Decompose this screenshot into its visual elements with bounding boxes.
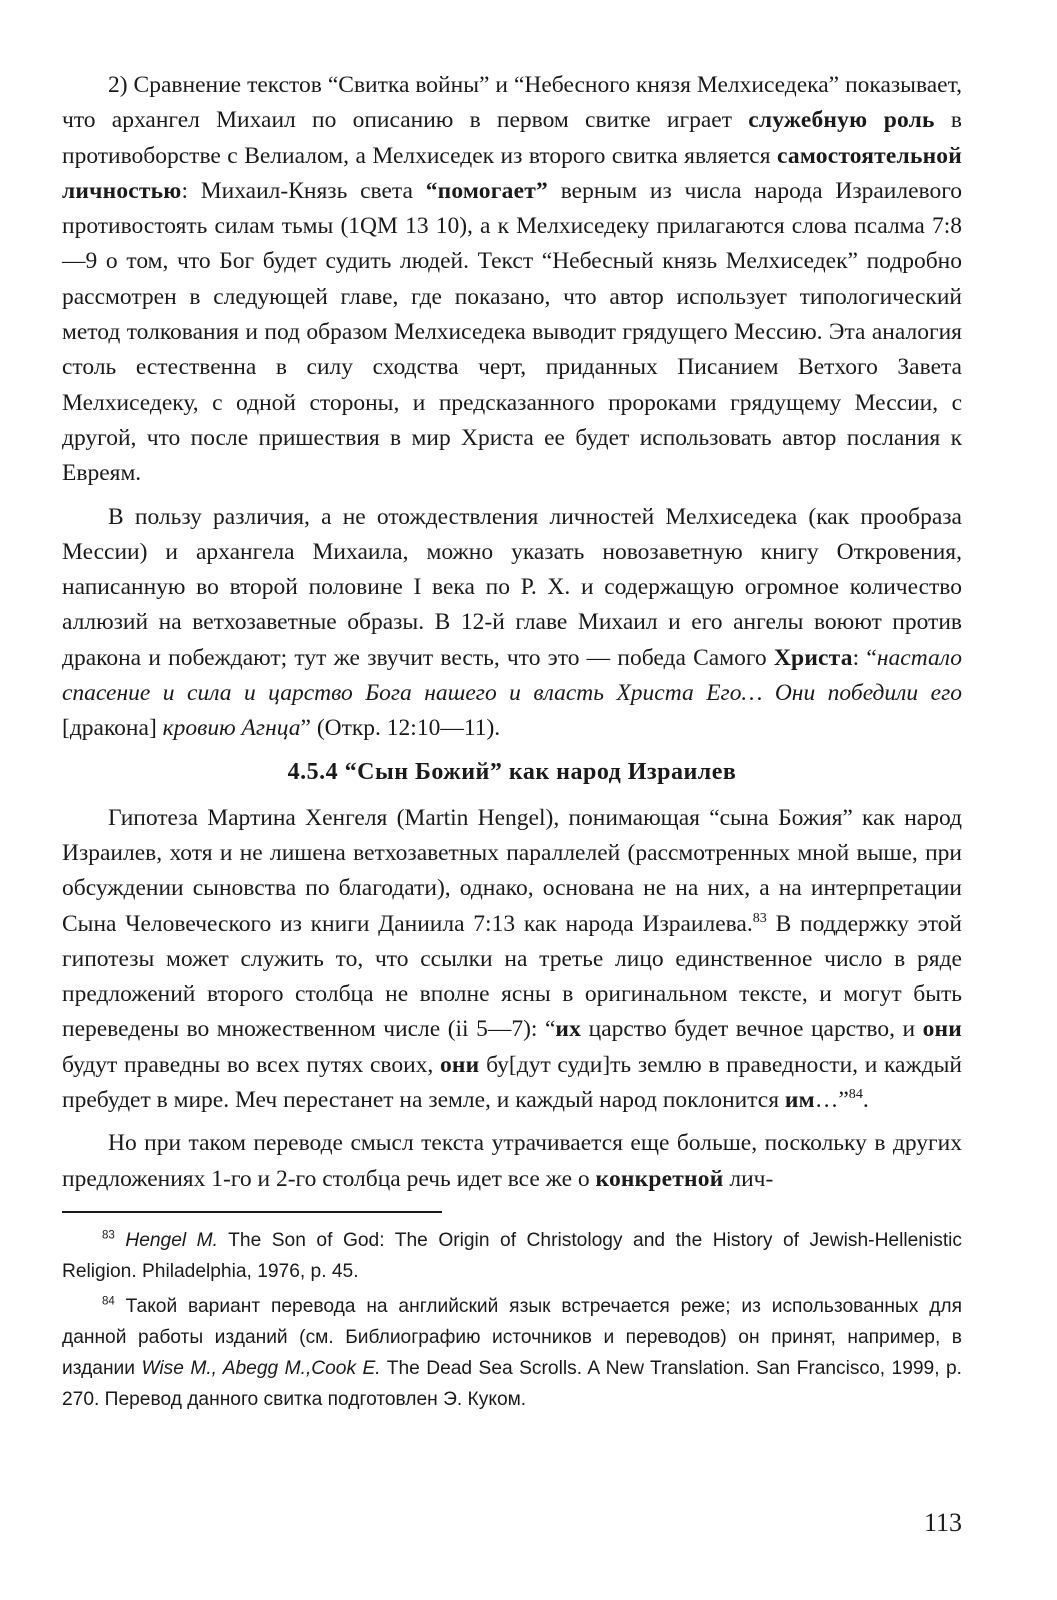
text-run: самостоятельной личностью bbox=[62, 142, 962, 204]
paragraph bbox=[62, 1126, 962, 1197]
text-run: Такой вариант перевода на английский язык встречается реже; из использованных для данной работы изданий (см. Библиографию источников и переводов) он принят, например, в издании bbox=[62, 1295, 962, 1379]
text-run: царство будет вечное царство, и bbox=[581, 1016, 923, 1043]
text-run: Гипотеза Мартина Хенгеля (Martin Hengel), понимающая “сына Божия” как народ Израилев, хотя и не лишена ветхозаветных параллелей (рассмотренных мной выше, при обсуждении сыновства по благодати), однако, основана не на них, а на интерпретации Сына Человеческого из книги Даниила 7:13 как народа Израилева. bbox=[62, 804, 962, 937]
footnote-ref: 84 bbox=[102, 1295, 115, 1308]
text-run: : Михаил-Князь света bbox=[181, 177, 426, 204]
text-run: The Dead Sea Scrolls. A New Translation. San Francisco, 1999, p. 270. Перевод данного свитка подготовлен Э. Куком. bbox=[62, 1357, 962, 1410]
text-run: “помогает” bbox=[425, 177, 548, 204]
text-run: 2) Сравнение текстов “Свитка войны” и “Небесного князя Мелхиседека” показывает, что архангел Михаил по описанию в первом свитке играет bbox=[62, 72, 962, 134]
text-run: В поддержку этой гипотезы может служить то, что ссылки на третье лицо единственное число в ряде предложений второго столбца не вполне ясны в оригинальном тексте, и могут быть переведены во множественном числе (ii 5—7): “ bbox=[62, 910, 962, 1043]
body-text-1 bbox=[62, 68, 962, 747]
text-run: . bbox=[862, 1087, 869, 1114]
section-heading: 4.5.4 “Сын Божий” как народ Израилев bbox=[287, 758, 737, 785]
text-run: Христа bbox=[773, 644, 853, 671]
text-run: в противоборстве с Велиалом, а Мелхиседек из второго свитка является bbox=[62, 107, 962, 169]
text-run: Но при таком переводе смысл текста утрачивается еще больше, поскольку в других предложениях 1-го и 2-го столбца речь идет все же о bbox=[62, 1130, 962, 1192]
text-run: лич- bbox=[723, 1165, 774, 1192]
text-run: бу[дут суди]ть землю в праведности, и каждый пребудет в мире. Меч перестанет на земле, и каждый народ поклонится bbox=[62, 1051, 963, 1114]
text-run: кровию Агнца bbox=[162, 715, 301, 742]
footnote-83 bbox=[62, 1225, 962, 1287]
text-run: их bbox=[555, 1016, 582, 1043]
text-run: настало спасение и сила и царство Бога нашего и власть Христа Его… Они победили его bbox=[62, 644, 962, 707]
paragraph bbox=[62, 68, 962, 492]
text-run: …” bbox=[814, 1087, 849, 1114]
text-run: ” (Откр. 12:10—11). bbox=[300, 715, 501, 742]
text-run: : “ bbox=[852, 644, 877, 671]
text-run: они bbox=[439, 1051, 480, 1078]
text-run: Wise M., Abegg M.,Cook E. bbox=[141, 1357, 381, 1379]
text-run: верным из числа народа Израилевого противостоять силам тьмы (1QM 13 10), а к Мелхиседеку прилагаются слова псалма 7:8—9 о том, что Бог будет судить людей. Текст “Небесный князь Мелхиседек” подробно рассмотрен в следующей главе, где показано, что автор использует типологический метод толкования и под образом Мелхиседека выводит грядущего Мессию. Эта аналогия столь естественна в силу сходства черт, приданных Писанием Ветхого Завета Мелхиседеку, с одной стороны, и предсказанного пророками грядущему Мессии, с другой, что после пришествия в мир Христа ее будет использовать автор послания к Евреям. bbox=[62, 177, 963, 487]
footnote-divider bbox=[62, 1211, 442, 1213]
text-run: будут праведны во всех путях своих, bbox=[62, 1051, 440, 1078]
text-run: им bbox=[784, 1087, 815, 1114]
footnote-84 bbox=[62, 1291, 962, 1415]
page-number: 113 bbox=[923, 1508, 962, 1537]
body-text-2 bbox=[62, 801, 962, 1197]
footnotes bbox=[62, 1225, 962, 1415]
footnote-ref: 84 bbox=[848, 1086, 863, 1103]
paragraph bbox=[62, 801, 962, 1119]
paragraph bbox=[62, 500, 962, 747]
text-run bbox=[115, 1230, 126, 1251]
footnote-ref: 83 bbox=[102, 1229, 115, 1242]
text-run: [дракона] bbox=[62, 715, 163, 742]
text-run: конкретной bbox=[595, 1165, 724, 1192]
text-run: The Son of God: The Origin of Christology and the History of Jewish-Hellenistic Religion. Philadelphia, 1976, p. 45. bbox=[62, 1229, 963, 1282]
text-run: они bbox=[922, 1016, 963, 1043]
text-run: служебную роль bbox=[748, 107, 935, 134]
text-run: В пользу различия, а не отождествления личностей Мелхиседека (как прообраза Мессии) и архангела Михаила, можно указать новозаветную книгу Откровения, написанную во второй половине I века по Р. Х. и содержащую огромное количество аллюзий на ветхозаветные образы. В 12-й главе Михаил и его ангелы воюют против дракона и побеждают; тут же звучит весть, что это — победа Самого bbox=[62, 503, 962, 671]
text-run: Hengel M. bbox=[125, 1229, 218, 1251]
footnote-ref: 83 bbox=[752, 909, 767, 926]
book-page bbox=[62, 68, 962, 1419]
